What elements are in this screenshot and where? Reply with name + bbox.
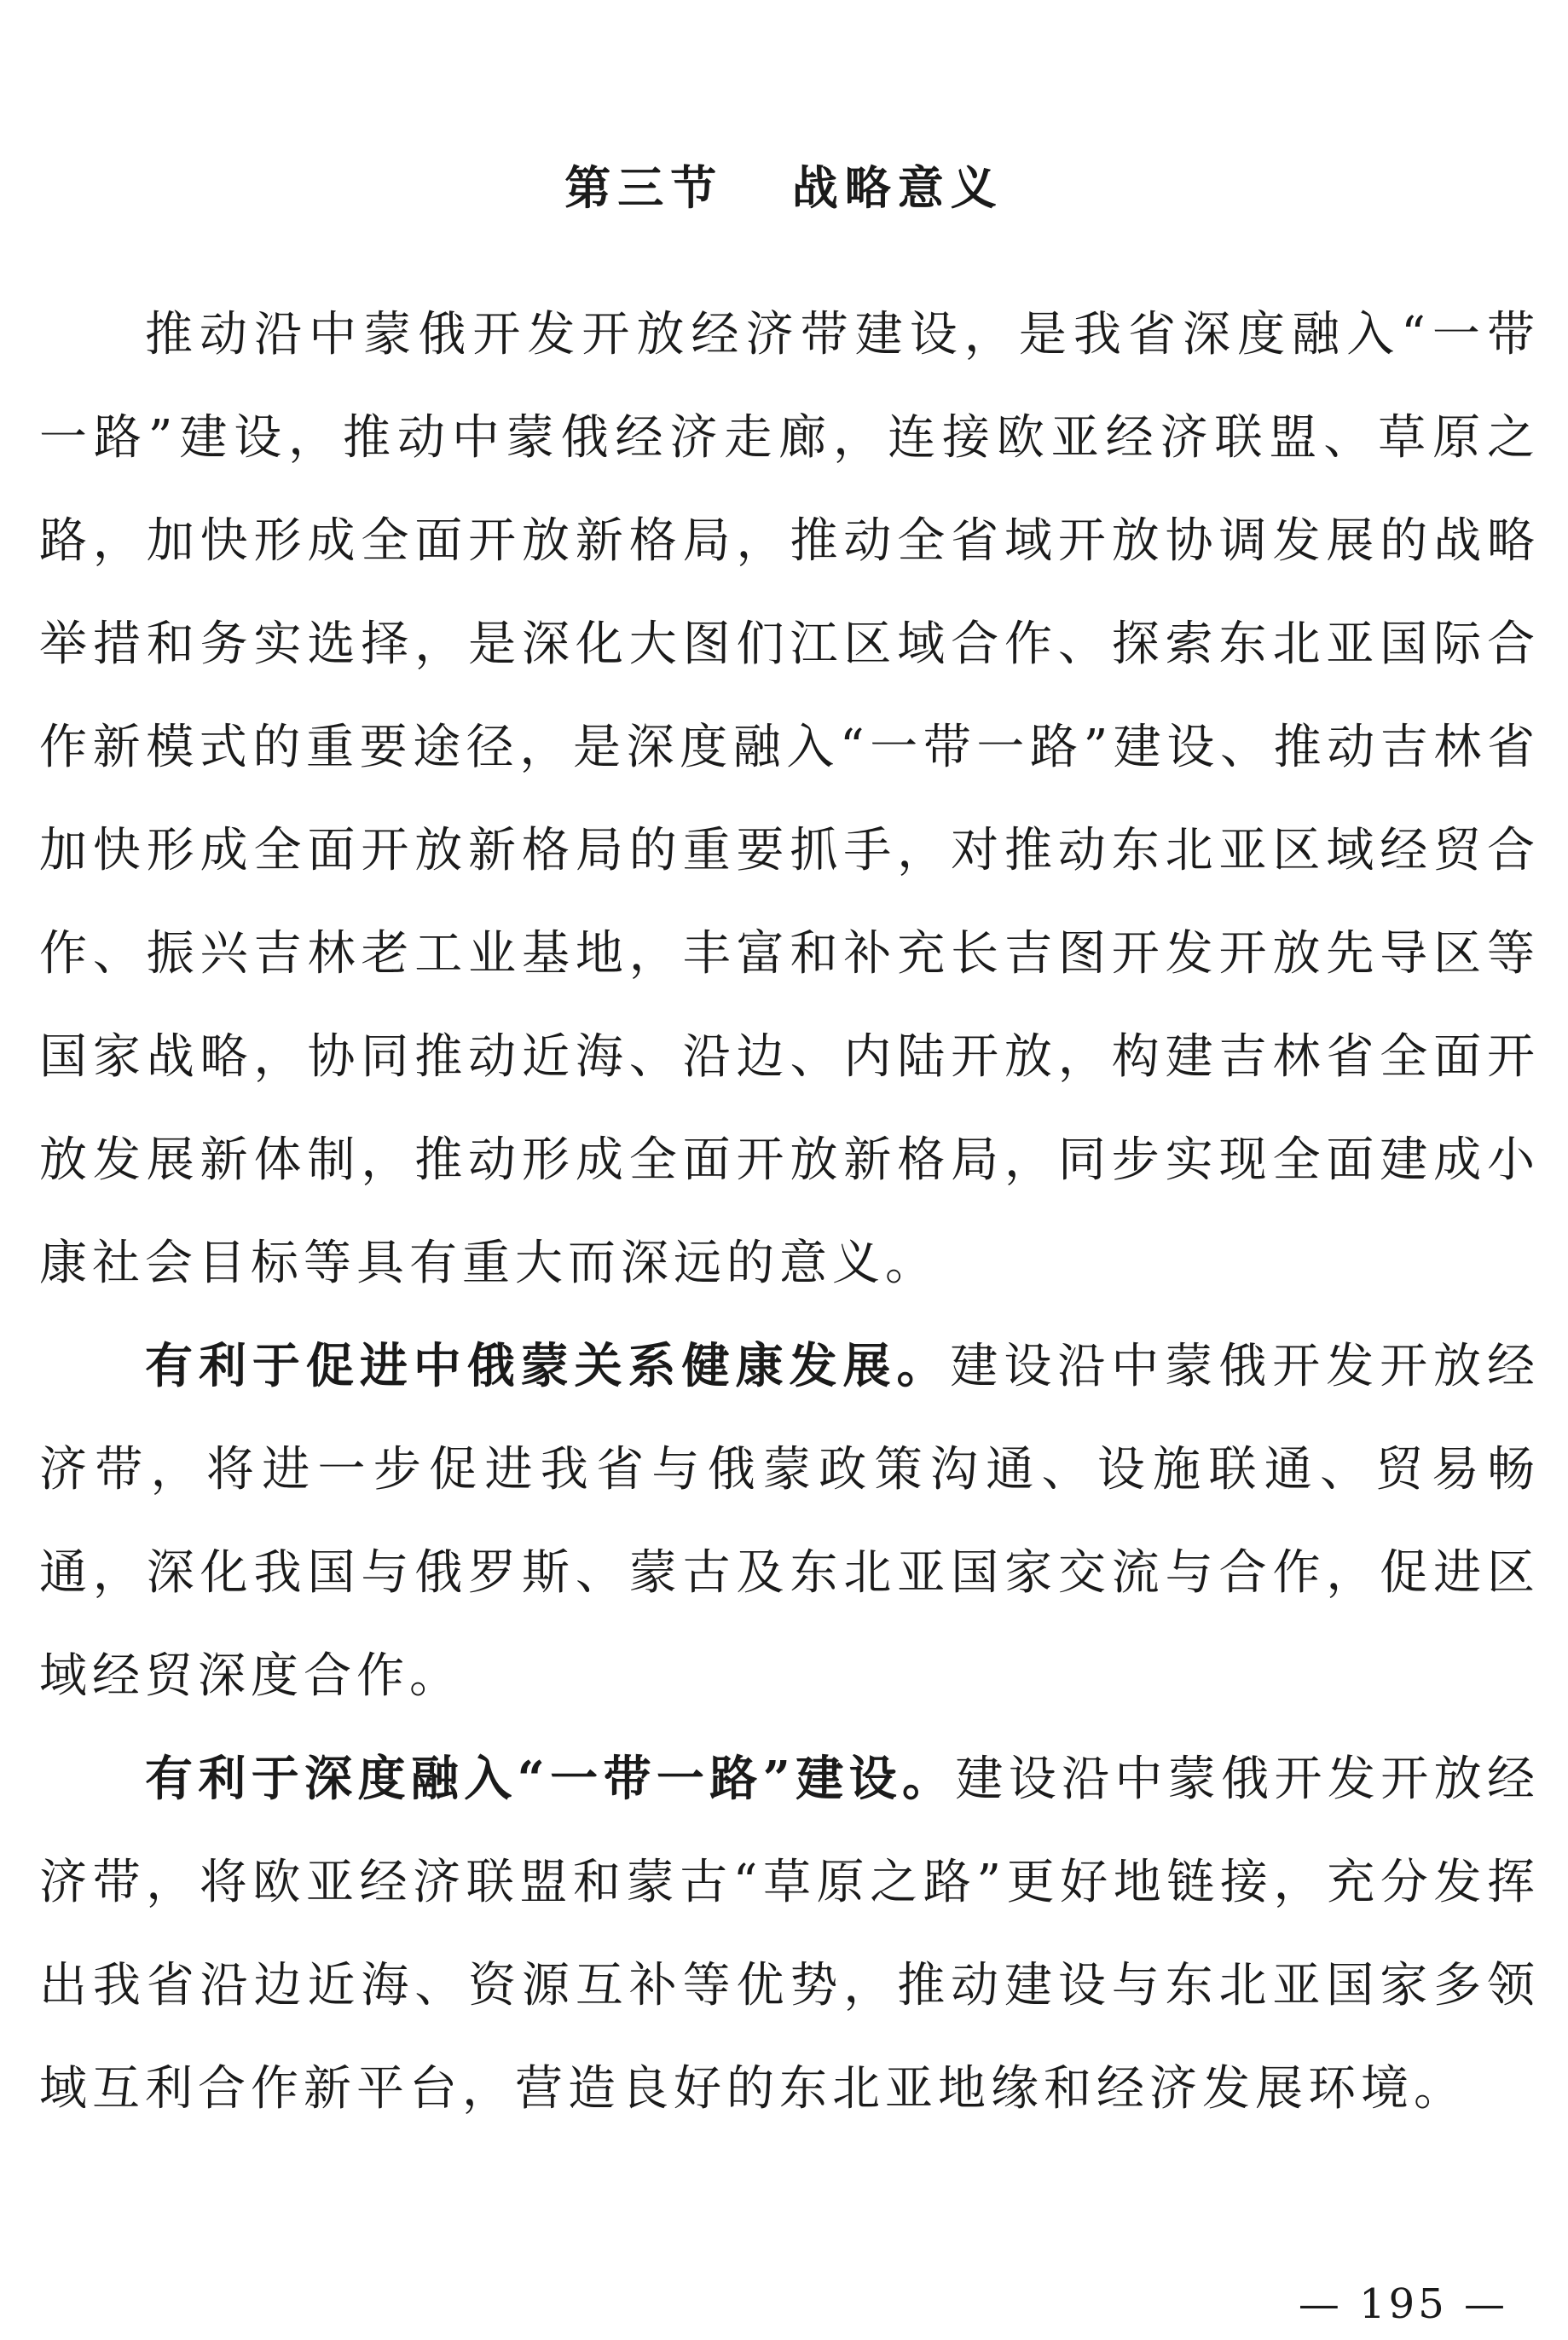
body-text (39, 283, 1540, 2140)
paragraph-text: 建设沿中蒙俄开发开放经济带，将欧亚经济联盟和蒙古“草原之路”更好地链接，充分发挥出我省沿边近海、资源互补等优势，推动建设与东北亚国家多领域互利合作新平台，营造良好的东北亚地缘和经济发展环境。 (39, 1752, 1541, 2117)
paragraph-lead: 有利于深度融入“一带一路”建设。 (145, 1751, 956, 1807)
section-title: 第三节 战略意义 (564, 160, 1004, 215)
page-number: — 195 — (1298, 2280, 1508, 2328)
paragraph (39, 1315, 1540, 1728)
paragraph (39, 1728, 1540, 2140)
paragraph-text: 建设沿中蒙俄开发开放经济带，将进一步促进我省与俄蒙政策沟通、设施联通、贸易畅通，深化我国与俄罗斯、蒙古及东北亚国家交流与合作，促进区域经贸深度合作。 (39, 1339, 1541, 1704)
paragraph (39, 283, 1540, 1315)
paragraph-text: 推动沿中蒙俄开发开放经济带建设，是我省深度融入“一带一路”建设，推动中蒙俄经济走廊，连接欧亚经济联盟、草原之路，加快形成全面开放新格局，推动全省域开放协调发展的战略举措和务实选择，是深化大图们江区域合作、探索东北亚国际合作新模式的重要途径，是深度融入“一带一路”建设、推动吉林省加快形成全面开放新格局的重要抓手，对推动东北亚区域经贸合作、振兴吉林老工业基地，丰富和补充长吉图开发开放先导区等国家战略，协同推动近海、沿边、内陆开放，构建吉林省全面开放发展新体制，推动形成全面开放新格局，同步实现全面建成小康社会目标等具有重大而深远的意义。 (39, 307, 1540, 1291)
paragraph-lead: 有利于促进中俄蒙关系健康发展。 (145, 1338, 951, 1394)
